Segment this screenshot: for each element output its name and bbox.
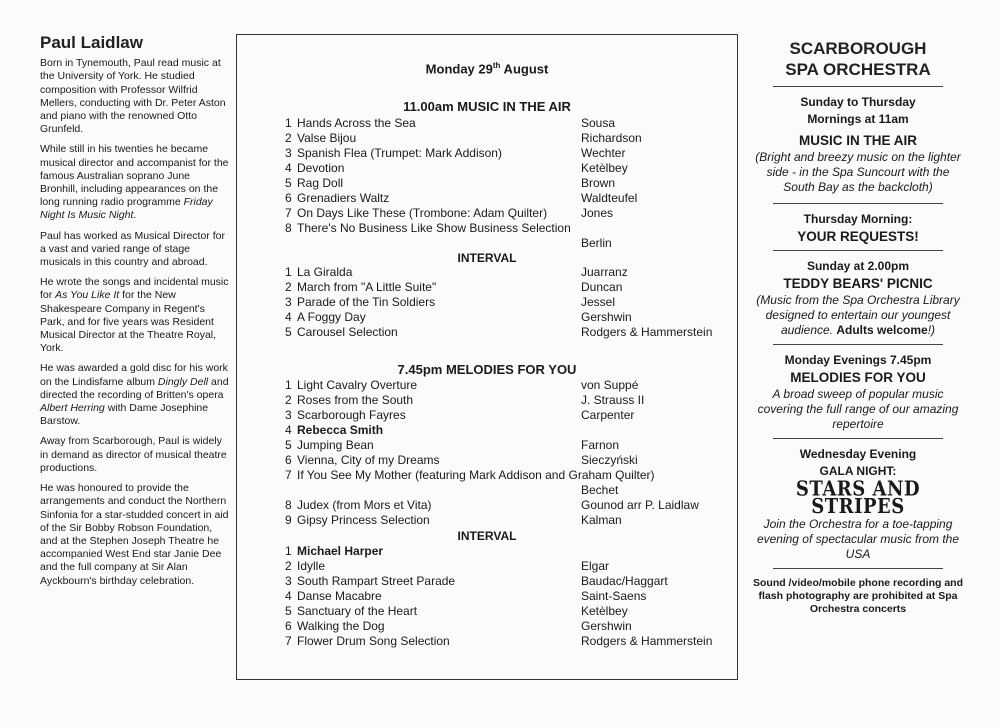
item-number: 1: [285, 378, 292, 392]
orchestra-title: [752, 38, 964, 80]
programme-row: [285, 295, 725, 310]
bio-text: He wrote the songs and incidental music for: [40, 276, 229, 302]
orchestra-title-line: SCARBOROUGH: [789, 39, 927, 58]
item-title: Scarborough Fayres: [297, 408, 406, 422]
item-title: March from "A Little Suite": [297, 280, 437, 294]
bio-text: .: [133, 209, 137, 222]
item-number: 1: [285, 544, 292, 558]
programme-row: [285, 176, 725, 191]
item-number: 6: [285, 453, 292, 467]
item-number: 3: [285, 146, 292, 160]
item-title: La Giralda: [297, 265, 353, 279]
item-title: Grenadiers Waltz: [297, 191, 390, 205]
bio-paragraph: [40, 362, 230, 428]
item-number: 5: [285, 604, 292, 618]
schedule-line: Thursday Morning:: [803, 212, 913, 226]
item-number: 3: [285, 574, 292, 588]
item-number: 9: [285, 513, 292, 527]
date-text: August: [500, 61, 549, 77]
item-title: Devotion: [297, 161, 345, 175]
item-composer: Berlin: [581, 236, 612, 250]
item-number: 1: [285, 265, 292, 279]
item-title: Rebecca Smith: [297, 423, 384, 437]
item-number: 8: [285, 221, 292, 235]
item-number: 7: [285, 468, 292, 482]
programme-row: [285, 146, 725, 161]
stars-and-stripes-title: STARS AND STRIPES: [795, 477, 921, 519]
desc-text: (Music from the Spa Orchestra Library designed to entertain our youngest audience.: [756, 293, 960, 337]
bio-italic: Dingly Dell: [157, 375, 209, 388]
programme-row: [285, 559, 725, 574]
section-description: Join the Orchestra for a toe-tapping evening of spectacular music from the USA: [756, 517, 960, 561]
programme-row: [285, 131, 725, 146]
desc-bold: Adults welcome: [836, 323, 928, 337]
section-heading: YOUR REQUESTS!: [797, 229, 919, 244]
item-title: Parade of the Tin Soldiers: [297, 295, 436, 309]
bio-paragraph: Born in Tynemouth, Paul read music at the University of York. He studied composition with Professor Wilfrid Mellers, conducting with Dr. Peter Aston and piano with the renowned Otto Grunfeld.: [40, 57, 226, 136]
programme-row: [285, 393, 725, 408]
item-number: 2: [285, 393, 292, 407]
item-title: Vienna, City of my Dreams: [297, 453, 440, 467]
programme-row: [285, 604, 725, 619]
programme-date: [237, 61, 737, 76]
programme-row: [285, 236, 725, 251]
schedule-line: GALA NIGHT:: [819, 464, 897, 478]
divider: [773, 568, 943, 569]
orchestra-column: [752, 38, 964, 616]
evening-part2-list: [285, 544, 725, 649]
item-title: Roses from the South: [297, 393, 414, 407]
schedule-line: Monday Evenings 7.45pm: [784, 353, 932, 367]
item-number: 4: [285, 161, 292, 175]
programme-row: [285, 634, 725, 649]
divider: [773, 250, 943, 251]
item-title: South Rampart Street Parade: [297, 574, 456, 588]
item-title: There's No Business Like Show Business Selection: [297, 221, 571, 235]
bio-italic: As You Like It: [55, 289, 120, 302]
bio-italic: Friday Night Is Music Night: [40, 196, 213, 222]
item-title: Rag Doll: [297, 176, 344, 190]
item-number: 7: [285, 634, 292, 648]
item-title: Judex (from Mors et Vita): [297, 498, 432, 512]
programme-box: [236, 34, 738, 680]
morning-part1-list: [285, 116, 725, 251]
morning-heading: 11.00am MUSIC IN THE AIR: [403, 99, 571, 114]
programme-row: [285, 544, 725, 559]
section-description: (Bright and breezy music on the lighter side - in the Spa Suncourt with the South Bay as the backcloth): [755, 150, 961, 194]
schedule-line: Mornings at 11am: [807, 112, 909, 126]
item-title: Michael Harper: [297, 544, 384, 558]
item-composer: Ketèlbey: [581, 161, 628, 175]
item-composer: Wechter: [581, 146, 626, 160]
programme-row: [285, 325, 725, 340]
item-composer: Bechet: [581, 483, 619, 497]
bio-text: He was awarded a gold disc for his work on the Lindisfarne album: [40, 362, 228, 388]
bio-paragraph: [40, 143, 230, 222]
programme-row: [285, 191, 725, 206]
item-number: 7: [285, 206, 292, 220]
bio-paragraph: [40, 276, 230, 355]
divider: [773, 86, 943, 87]
interval-label: INTERVAL: [457, 251, 517, 265]
item-number: 5: [285, 438, 292, 452]
item-title: Idylle: [297, 559, 326, 573]
item-composer: Juarranz: [581, 265, 628, 279]
item-number: 3: [285, 408, 292, 422]
item-number: 5: [285, 176, 292, 190]
bio-text: with Dame Josephine Barstow.: [40, 402, 209, 428]
item-number: 4: [285, 423, 292, 437]
divider: [773, 203, 943, 204]
item-number: 4: [285, 589, 292, 603]
schedule-line: Sunday at 2.00pm: [806, 259, 910, 273]
item-number: 2: [285, 131, 292, 145]
item-number: 6: [285, 191, 292, 205]
item-composer: Kalman: [581, 513, 622, 527]
morning-part2-list: [285, 265, 725, 340]
section-heading: MUSIC IN THE AIR: [799, 133, 917, 148]
item-title: Danse Macabre: [297, 589, 382, 603]
item-composer: Rodgers & Hammerstein: [581, 634, 713, 648]
bio-title: Paul Laidlaw: [40, 33, 143, 52]
bio-column: [40, 33, 230, 595]
programme-row: [285, 408, 725, 423]
item-title: Carousel Selection: [297, 325, 398, 339]
item-number: 2: [285, 280, 292, 294]
section-heading: MELODIES FOR YOU: [790, 370, 926, 385]
programme-row: [285, 468, 725, 483]
item-composer: von Suppé: [581, 378, 639, 392]
item-composer: J. Strauss II: [581, 393, 645, 407]
evening-part1-list: [285, 378, 725, 528]
programme-row: [285, 483, 725, 498]
item-composer: Gounod arr P. Laidlaw: [581, 498, 699, 512]
programme-row: [285, 265, 725, 280]
divider: [773, 344, 943, 345]
item-composer: Brown: [581, 176, 616, 190]
date-sup: th: [492, 61, 501, 70]
evening-heading: 7.45pm MELODIES FOR YOU: [397, 362, 577, 377]
item-composer: Saint-Saens: [581, 589, 647, 603]
item-composer: Jones: [581, 206, 614, 220]
section-description: A broad sweep of popular music covering the full range of our amazing repertoire: [757, 387, 959, 431]
item-composer: Duncan: [581, 280, 623, 294]
schedule-line: Sunday to Thursday: [800, 95, 916, 109]
item-composer: Elgar: [581, 559, 610, 573]
programme-row: [285, 310, 725, 325]
item-title: Walking the Dog: [297, 619, 385, 633]
item-number: 3: [285, 295, 292, 309]
item-title: A Foggy Day: [297, 310, 366, 324]
bio-paragraph: He was honoured to provide the arrangements and conduct the Northern Sinfonia for a star-studded concert in aid of the Sir Bobby Robson Foundation, and at the Stephen Joseph Theatre he accompanied West End star Janie Dee and the full company at Sir Alan Ayckbourn's birthday celebration.: [40, 482, 229, 587]
desc-text: !): [927, 323, 936, 337]
bio-paragraph: Away from Scarborough, Paul is widely in demand as director of musical theatre productions.: [40, 435, 227, 474]
item-title: Light Cavalry Overture: [297, 378, 418, 392]
orchestra-title-line: SPA ORCHESTRA: [785, 60, 931, 79]
schedule-line: Wednesday Evening: [799, 447, 917, 461]
item-title: Jumping Bean: [297, 438, 374, 452]
item-composer: Baudac/Haggart: [581, 574, 668, 588]
programme-row: [285, 161, 725, 176]
bio-text: for the New Shakespeare Company in Regent's Park, and for five years was Resident Musical Director at the Theatre Royal, York.: [40, 289, 217, 355]
interval-label: INTERVAL: [457, 529, 517, 543]
bio-italic: Albert Herring: [40, 402, 105, 415]
item-title: Hands Across the Sea: [297, 116, 416, 130]
programme-row: [285, 116, 725, 131]
programme-row: [285, 589, 725, 604]
item-title: Spanish Flea (Trumpet: Mark Addison): [297, 146, 502, 160]
item-number: 6: [285, 619, 292, 633]
item-composer: Rodgers & Hammerstein: [581, 325, 713, 339]
item-composer: Jessel: [581, 295, 616, 309]
programme-row: [285, 498, 725, 513]
item-number: 1: [285, 116, 292, 130]
item-number: 8: [285, 498, 292, 512]
item-composer: Farnon: [581, 438, 620, 452]
item-title: Gipsy Princess Selection: [297, 513, 430, 527]
date-text: Monday 29: [425, 61, 493, 77]
item-title: Flower Drum Song Selection: [297, 634, 450, 648]
item-title: Valse Bijou: [297, 131, 357, 145]
item-number: 4: [285, 310, 292, 324]
item-composer: Carpenter: [581, 408, 635, 422]
programme-row: [285, 423, 725, 438]
recording-notice: Sound /video/mobile phone recording and flash photography are prohibited at Spa Orchestra concerts: [752, 577, 963, 615]
item-composer: Sousa: [581, 116, 616, 130]
item-title: On Days Like These (Trombone: Adam Quilter): [297, 206, 548, 220]
programme-row: [285, 206, 725, 221]
item-number: 2: [285, 559, 292, 573]
programme-row: [285, 453, 725, 468]
section-description: [752, 293, 964, 338]
divider: [773, 438, 943, 439]
programme-row: [285, 378, 725, 393]
programme-row: [285, 221, 725, 236]
bio-paragraph: Paul has worked as Musical Director for a vast and varied range of stage musicals in this country and abroad.: [40, 229, 225, 269]
item-composer: Waldteufel: [581, 191, 638, 205]
bio-text: While still in his twenties he became musical director and accompanist for the famous Australian soprano June Bronhill, including appearances on the long running radio programme: [40, 143, 229, 209]
programme-row: [285, 513, 725, 528]
item-composer: Gershwin: [581, 310, 632, 324]
bio-text: and directed the recording of Britten's opera: [40, 375, 229, 401]
item-composer: Ketèlbey: [581, 604, 628, 618]
item-composer: Gershwin: [581, 619, 632, 633]
item-composer: Richardson: [581, 131, 642, 145]
item-title: Sanctuary of the Heart: [297, 604, 418, 618]
section-heading: TEDDY BEARS' PICNIC: [783, 276, 933, 291]
item-number: 5: [285, 325, 292, 339]
programme-row: [285, 280, 725, 295]
programme-row: [285, 438, 725, 453]
programme-row: [285, 574, 725, 589]
programme-row: [285, 619, 725, 634]
item-composer: Sieczyński: [581, 453, 638, 467]
item-title: If You See My Mother (featuring Mark Addison and Graham Quilter): [297, 468, 655, 482]
